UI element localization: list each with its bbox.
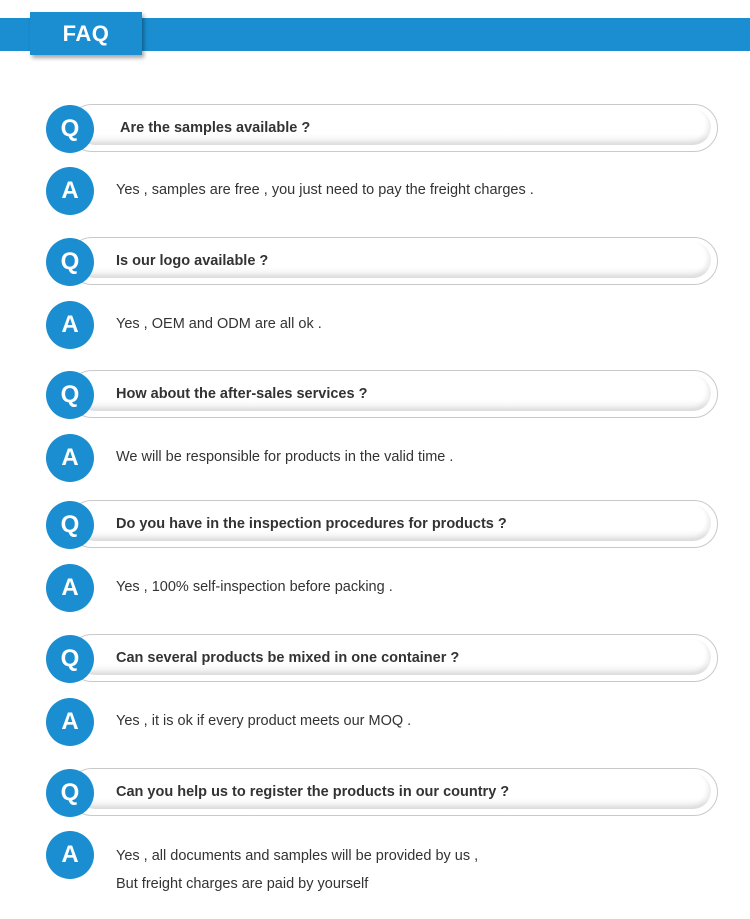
q-badge-icon: Q <box>46 371 94 419</box>
q-badge-icon: Q <box>46 501 94 549</box>
answer-text <box>116 310 322 338</box>
question-text: Is our logo available ? <box>116 253 269 269</box>
question-text: How about the after-sales services ? <box>116 386 368 402</box>
answer-text <box>116 573 393 601</box>
answer-text <box>116 842 478 898</box>
answer-text <box>116 176 534 204</box>
page-title: FAQ <box>62 20 110 46</box>
answer-text <box>116 707 411 735</box>
a-badge-icon: A <box>46 831 94 879</box>
answer-line: But freight charges are paid by yourself <box>116 876 369 892</box>
a-badge-icon: A <box>46 434 94 482</box>
q-badge-icon: Q <box>46 105 94 153</box>
answer-line: We will be responsible for products in the valid time . <box>116 449 454 465</box>
faq-question-row <box>46 768 718 816</box>
question-text: Are the samples available ? <box>120 120 311 136</box>
a-badge-icon: A <box>46 564 94 612</box>
faq-question-row <box>46 500 718 548</box>
faq-answer-row <box>46 563 718 611</box>
answer-line: Yes , 100% self-inspection before packing . <box>116 579 393 595</box>
faq-question-row <box>46 634 718 682</box>
q-badge-icon: Q <box>46 238 94 286</box>
question-text: Do you have in the inspection procedures for products ? <box>116 516 507 532</box>
a-badge-icon: A <box>46 301 94 349</box>
answer-line: Yes , OEM and ODM are all ok . <box>116 316 322 332</box>
faq-answer-row <box>46 300 718 348</box>
faq-answer-row <box>46 830 718 892</box>
a-badge-icon: A <box>46 167 94 215</box>
question-text: Can several products be mixed in one container ? <box>116 650 460 666</box>
faq-question-row <box>46 370 718 418</box>
answer-text <box>116 443 453 471</box>
faq-answer-row <box>46 697 718 745</box>
faq-question-row <box>46 104 718 152</box>
header-tab <box>30 12 142 55</box>
q-badge-icon: Q <box>46 769 94 817</box>
q-badge-icon: Q <box>46 635 94 683</box>
answer-line: Yes , all documents and samples will be provided by us , <box>116 848 479 864</box>
answer-line: Yes , samples are free , you just need to pay the freight charges . <box>116 182 534 198</box>
a-badge-icon: A <box>46 698 94 746</box>
question-text: Can you help us to register the products in our country ? <box>116 784 510 800</box>
faq-answer-row <box>46 166 718 214</box>
faq-question-row <box>46 237 718 285</box>
faq-answer-row <box>46 433 718 481</box>
answer-line: Yes , it is ok if every product meets our MOQ . <box>116 713 412 729</box>
